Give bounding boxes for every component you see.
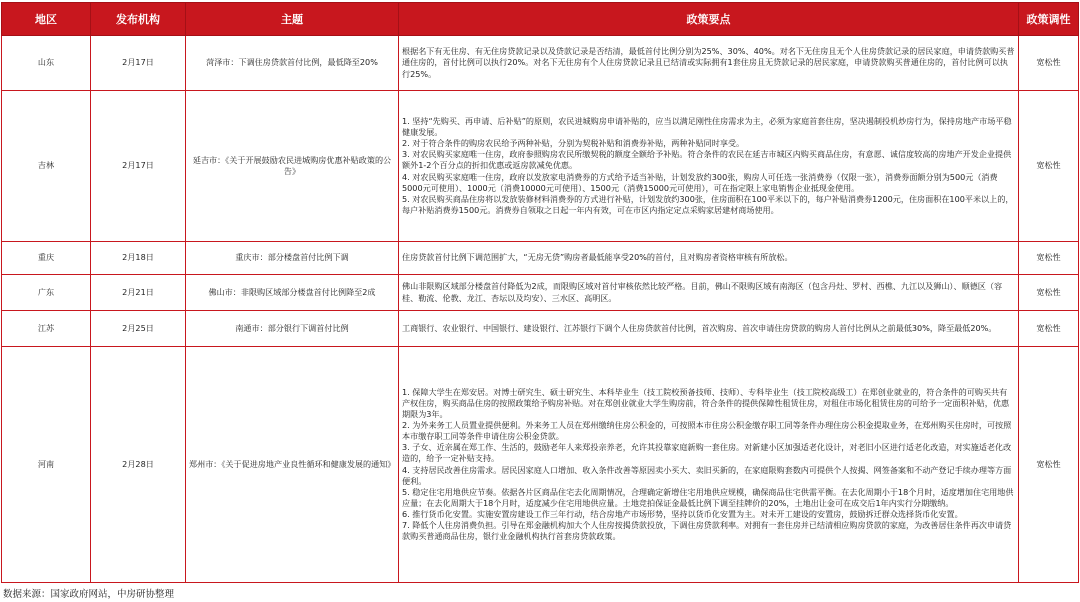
- point-line: 佛山非限购区域部分楼盘首付降低为2成，而限购区域对首付审核依然比较严格。目前，佛山不限购区域有南海区（包含丹灶、罗村、西樵、九江以及狮山）、顺德区（容桂、勒流、伦教、龙江、杏坛以及均安）、三水区、高明区。: [402, 281, 1003, 303]
- topic-cell: 菏泽市：下调住房贷款首付比例，最低降至20%: [186, 36, 399, 91]
- tone-cell: 宽松性: [1019, 311, 1079, 347]
- points-cell: [399, 347, 1019, 583]
- header-topic: 主题: [186, 3, 399, 36]
- date-cell: 2月25日: [91, 311, 186, 347]
- date-cell: 2月17日: [91, 91, 186, 242]
- point-line: 2. 对于符合条件的购房农民给予两种补贴，分别为契税补贴和消费券补贴，两种补贴同时享受。: [402, 138, 745, 149]
- table-row: [2, 347, 1079, 583]
- point-line: 2. 为外来务工人员置业提供便利。外来务工人员在郑州缴纳住房公积金的，可按照本市住房公积金缴存职工同等条件办理住房公积金提取业务，在郑州购买住房时，可按照本市缴存职工同等条件申请住房公积金贷款。: [402, 420, 1012, 442]
- region-cell: 山东: [2, 36, 91, 91]
- point-line: 1. 保障大学生在郑安居。对博士研究生、硕士研究生、本科毕业生（技工院校预备技师、技师）、专科毕业生（技工院校高级工）在郑创业就业的，符合条件的可购买共有产权住房，购买商品住房的按照政策给予购房补贴。对在郑创业就业大学生购房前，符合条件的提供保障性租赁住房，对租住市场化租赁住房的可给予一定面积补贴，优惠期限为3年。: [402, 386, 1010, 420]
- header-row: [2, 3, 1079, 36]
- point-line: 4. 对农民购买家庭唯一住房，政府以发放家电消费券的方式给予适当补贴，计划发放约300张，购房人可任选一张消费券（仅限一张），消费券面额分别为500元（消费5000元可使用）、1000元（消费10000元可使用）、1500元（消费15000元可使用），可在指定限上家电销售企业抵现金使用。: [402, 171, 998, 193]
- date-cell: 2月17日: [91, 36, 186, 91]
- header-agency: 发布机构: [91, 3, 186, 36]
- table-row: [2, 311, 1079, 347]
- table-row: [2, 91, 1079, 242]
- tone-cell: 宽松性: [1019, 275, 1079, 311]
- point-line: 6. 推行货币化安置。实施安置房建设工作三年行动，结合房地产市场形势，坚持以货币化安置为主。对未开工建设的安置房，鼓励拆迁群众选择货币化安置。: [402, 508, 963, 519]
- table-row: [2, 36, 1079, 91]
- table-row: [2, 242, 1079, 275]
- topic-cell: 延吉市：《关于开展鼓励农民进城购房优惠补贴政策的公告》: [186, 91, 399, 242]
- table-row: [2, 275, 1079, 311]
- tone-cell: 宽松性: [1019, 91, 1079, 242]
- point-line: 1. 坚持“先购买、再申请、后补贴”的原则，农民进城购房申请补贴的，应当以满足刚性住房需求为主，必须为家庭首套住房，坚决遏制投机炒房行为，保持房地产市场平稳健康发展。: [402, 116, 1012, 138]
- header-tone: 政策调性: [1019, 3, 1079, 36]
- point-line: 5. 对农民购买商品住房将以发放装修材料消费券的方式进行补贴，计划发放约300张，住房面积在100平米以下的，每户补贴消费券1200元，住房面积在100平米以上的，每户补贴消费券1500元。消费券自领取之日起一年内有效，可在市区内指定定点采购家居建材商场使用。: [402, 193, 1014, 215]
- points-cell: [399, 275, 1019, 311]
- policy-table: [1, 2, 1079, 583]
- point-line: 7. 降低个人住房消费负担。引导在郑金融机构加大个人住房按揭贷款投放，下调住房贷款利率。对拥有一套住房并已结清相应购房贷款的家庭，为改善居住条件再次申请贷款购买普通商品住房，银行业金融机构执行首套房贷款政策。: [402, 519, 1012, 542]
- region-cell: 江苏: [2, 311, 91, 347]
- points-cell: [399, 36, 1019, 91]
- points-cell: [399, 242, 1019, 275]
- point-line: 工商银行、农业银行、中国银行、建设银行、江苏银行下调个人住房贷款首付比例，首次购房、首次申请住房贷款的购房人首付比例从之前最低30%，降至最低20%。: [402, 322, 997, 333]
- topic-cell: 南通市：部分银行下调首付比例: [186, 311, 399, 347]
- point-line: 根据名下有无住房、有无住房贷款记录以及贷款记录是否结清，最低首付比例分别为25%、30%、40%。对名下无住房且无个人住房贷款记录的居民家庭，申请贷款购买普通住房的，首付比例可以执行20%。对名下无住房有个人住房贷款记录且已结清或实际拥有1套住房且无贷款记录的居民家庭，申请贷款购买普通住房的，首付比例可以执行25%。: [402, 46, 1015, 79]
- region-cell: 重庆: [2, 242, 91, 275]
- point-line: 3. 对农民购买家庭唯一住房，政府参照购房农民所缴契税的额度全额给予补贴。符合条件的农民在延吉市城区内购买商品住房，有意愿、诚信度较高的房地产开发企业提供额外1-2个百分点的折扣优惠或返房款减免优惠。: [402, 149, 1012, 171]
- point-line: 住房贷款首付比例下调范围扩大，“无房无贷”购房者最低能享受20%的首付，且对购房者资格审核有所放松。: [402, 252, 793, 263]
- date-cell: 2月28日: [91, 347, 186, 583]
- points-cell: [399, 311, 1019, 347]
- source-note: 数据来源：国家政府网站，中房研协整理: [3, 589, 175, 600]
- topic-cell: 佛山市：非限购区域部分楼盘首付比例降至2成: [186, 275, 399, 311]
- date-cell: 2月21日: [91, 275, 186, 311]
- header-region: 地区: [2, 3, 91, 36]
- region-cell: 河南: [2, 347, 91, 583]
- point-line: 5. 稳定住宅用地供应节奏。依据各片区商品住宅去化周期情况，合理确定新增住宅用地供应规模，确保商品住宅供需平衡。在去化周期小于18个月时，适度增加住宅用地供应量；在去化周期大于18个月时，适度减少住宅用地供应量。土地竞拍保证金最低比例下调至挂牌价的20%，土地出让金可在成交后1年内实行分期缴纳。: [402, 486, 1014, 508]
- topic-cell: 重庆市：部分楼盘首付比例下调: [186, 242, 399, 275]
- tone-cell: 宽松性: [1019, 347, 1079, 583]
- region-cell: 吉林: [2, 91, 91, 242]
- topic-cell: 郑州市：《关于促进房地产业良性循环和健康发展的通知》: [186, 347, 399, 583]
- header-points: 政策要点: [399, 3, 1019, 36]
- tone-cell: 宽松性: [1019, 36, 1079, 91]
- date-cell: 2月18日: [91, 242, 186, 275]
- points-cell: [399, 91, 1019, 242]
- tone-cell: 宽松性: [1019, 242, 1079, 275]
- region-cell: 广东: [2, 275, 91, 311]
- point-line: 4. 支持居民改善住房需求。居民因家庭人口增加、收入条件改善等原因卖小买大、卖旧买新的，在家庭限购套数内可提供个人按揭、网签备案和不动产登记手续办理等方面便利。: [402, 464, 1012, 486]
- point-line: 3. 子女、近亲属在郑工作、生活的，鼓励老年人来郑投亲养老，允许其投靠家庭新购一套住房。对新建小区加强适老化设计，对老旧小区进行适老化改造，对实施适老化改造的，给予一定补贴支持。: [402, 442, 1012, 464]
